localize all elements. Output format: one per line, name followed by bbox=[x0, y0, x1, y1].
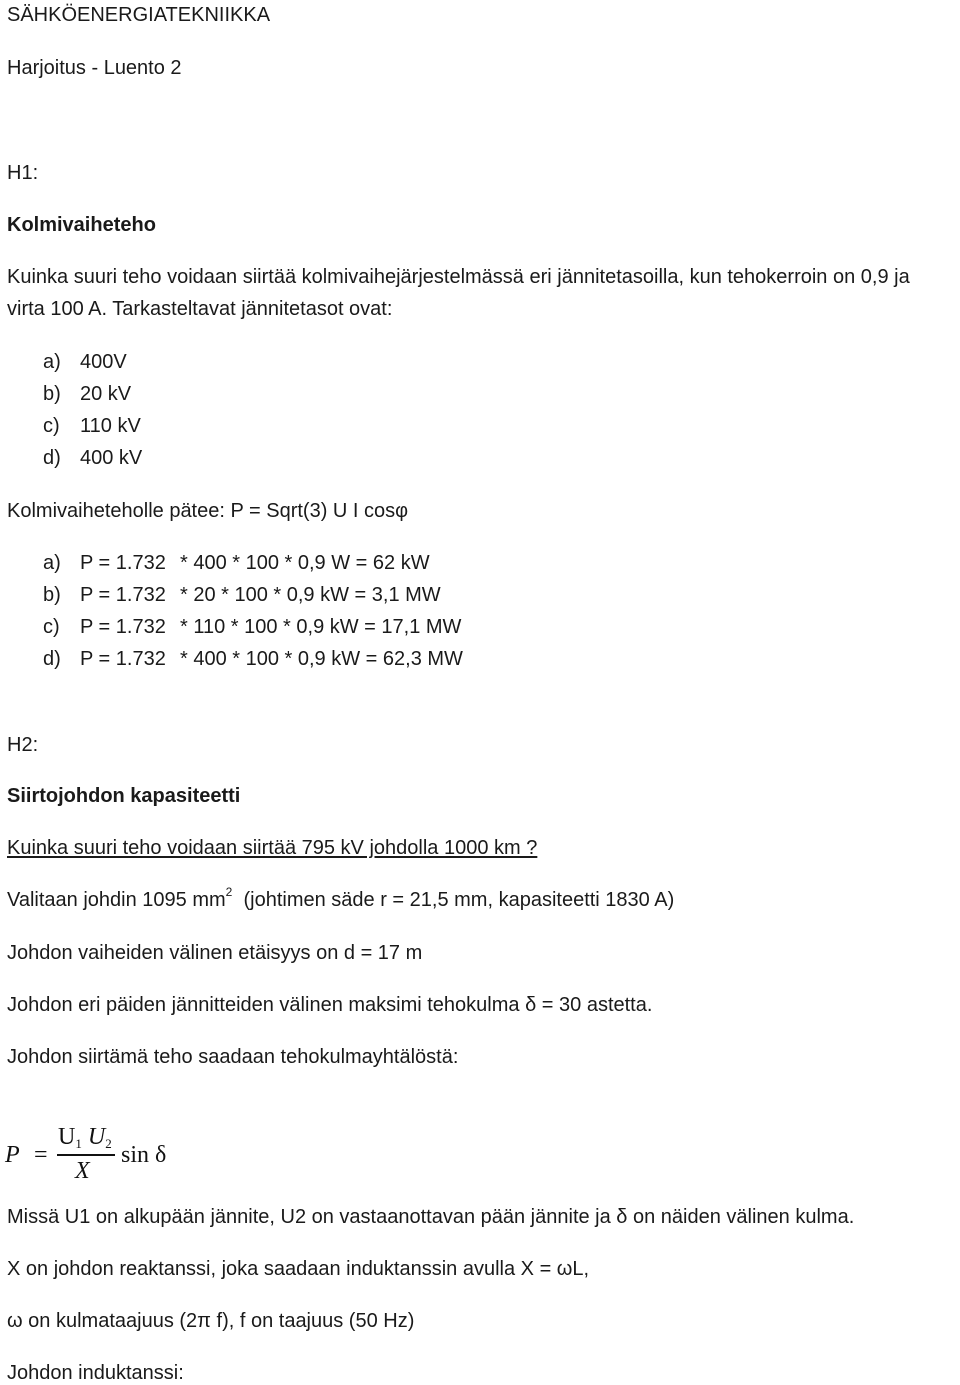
calc-item bbox=[43, 615, 461, 639]
h2-label: H2: bbox=[7, 734, 39, 756]
calc-rhs: * 400 * 100 * 0,9 W = 62 kW bbox=[180, 552, 430, 574]
calc-item bbox=[43, 551, 430, 575]
list-item bbox=[43, 446, 142, 470]
equation-lhs: P bbox=[5, 1142, 20, 1168]
h1-question-line1: Kuinka suuri teho voidaan siirtää kolmivaihejärjestelmässä eri jännitetasoilla, kun tehokerroin on 0,9 ja bbox=[7, 266, 910, 288]
calc-item bbox=[43, 583, 441, 607]
fraction-bar bbox=[57, 1154, 115, 1156]
list-label: c) bbox=[43, 415, 60, 437]
list-label: d) bbox=[43, 447, 61, 469]
calc-rhs: * 20 * 100 * 0,9 kW = 3,1 MW bbox=[180, 584, 441, 606]
calc-rhs: * 110 * 100 * 0,9 kW = 17,1 MW bbox=[180, 616, 462, 638]
calc-label: d) bbox=[43, 648, 61, 670]
calc-item bbox=[43, 647, 463, 671]
conductor-prefix: Valitaan johdin 1095 mm bbox=[7, 889, 226, 911]
phase-distance: Johdon vaiheiden välinen etäisyys on d = 17 m bbox=[7, 942, 423, 964]
list-value: 20 kV bbox=[80, 383, 132, 405]
inductance-label: Johdon induktanssi: bbox=[7, 1362, 184, 1384]
h1-label: H1: bbox=[7, 162, 39, 184]
explanation-line1: Missä U1 on alkupään jännite, U2 on vastaanottavan pään jännite ja δ on näiden välinen kulma. bbox=[7, 1206, 855, 1228]
calc-label: b) bbox=[43, 584, 61, 606]
equation-numerator bbox=[58, 1124, 112, 1152]
equation-u2-sub: 2 bbox=[105, 1136, 112, 1151]
list-value: 400V bbox=[80, 351, 127, 373]
list-item bbox=[43, 414, 141, 438]
max-power-angle: Johdon eri päiden jännitteiden välinen maksimi tehokulma δ = 30 astetta. bbox=[7, 994, 653, 1016]
calc-label: a) bbox=[43, 552, 61, 574]
h1-question-line2: virta 100 A. Tarkasteltavat jännitetasot ovat: bbox=[7, 298, 393, 320]
power-angle-equation bbox=[0, 1120, 200, 1190]
list-value: 110 kV bbox=[80, 415, 141, 437]
h1-title: Kolmivaiheteho bbox=[7, 214, 156, 236]
equation-u2: U bbox=[87, 1124, 106, 1150]
equation-equals: = bbox=[34, 1142, 48, 1168]
equation-u1-sub: 1 bbox=[75, 1136, 82, 1151]
equation-u1: U bbox=[58, 1124, 76, 1150]
h2-question: Kuinka suuri teho voidaan siirtää 795 kV johdolla 1000 km ? bbox=[7, 837, 538, 859]
conductor-superscript: 2 bbox=[225, 885, 233, 899]
three-phase-formula: Kolmivaiheteholle pätee: P = Sqrt(3) U I cosφ bbox=[7, 500, 409, 522]
course-title: SÄHKÖENERGIATEKNIIKKA bbox=[7, 4, 271, 26]
calc-lhs: P = 1.732 bbox=[80, 648, 166, 670]
calc-lhs: P = 1.732 bbox=[80, 584, 166, 606]
exercise-subtitle: Harjoitus - Luento 2 bbox=[7, 57, 182, 79]
calc-rhs: * 400 * 100 * 0,9 kW = 62,3 MW bbox=[180, 648, 463, 670]
list-item bbox=[43, 350, 127, 374]
equation-sin: sin δ bbox=[121, 1142, 167, 1168]
list-label: b) bbox=[43, 383, 61, 405]
calc-lhs: P = 1.732 bbox=[80, 552, 166, 574]
explanation-line3: ω on kulmataajuus (2π f), f on taajuus (50 Hz) bbox=[7, 1310, 415, 1332]
conductor-line bbox=[7, 885, 675, 912]
list-label: a) bbox=[43, 351, 61, 373]
explanation-line2: X on johdon reaktanssi, joka saadaan induktanssin avulla X = ωL, bbox=[7, 1258, 590, 1280]
conductor-suffix: (johtimen säde r = 21,5 mm, kapasiteetti 1830 A) bbox=[243, 889, 675, 911]
power-intro: Johdon siirtämä teho saadaan tehokulmayhtälöstä: bbox=[7, 1046, 459, 1068]
equation-denominator: X bbox=[75, 1158, 90, 1184]
list-item bbox=[43, 382, 131, 406]
h2-title: Siirtojohdon kapasiteetti bbox=[7, 785, 241, 807]
calc-label: c) bbox=[43, 616, 60, 638]
list-value: 400 kV bbox=[80, 447, 143, 469]
calc-lhs: P = 1.732 bbox=[80, 616, 166, 638]
